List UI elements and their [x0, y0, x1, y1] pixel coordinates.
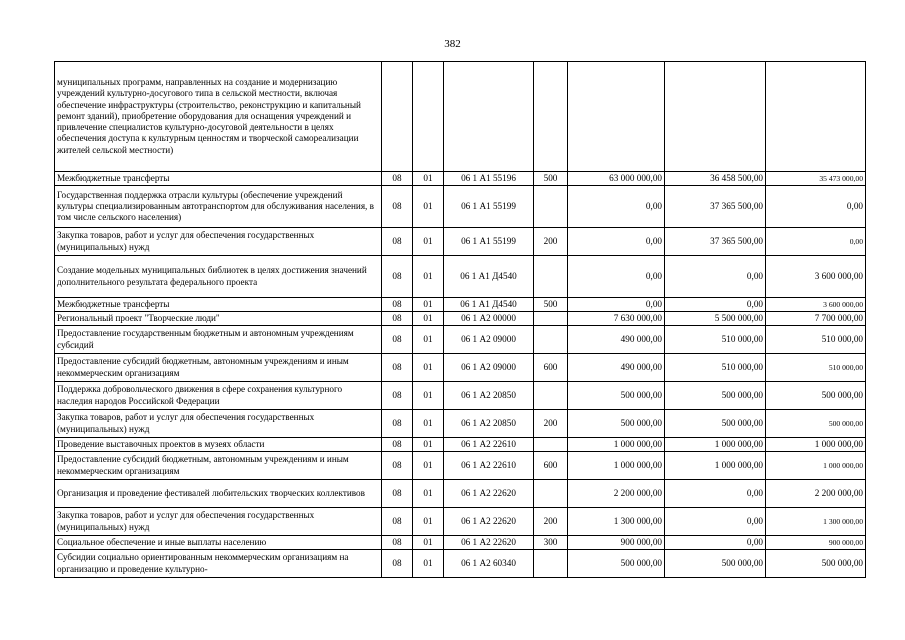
- row-target-article: 06 1 А2 22610: [444, 452, 534, 480]
- row-expense-type: 600: [534, 452, 568, 480]
- row-sum-year-2: 0,00: [665, 536, 766, 550]
- budget-table: [54, 61, 866, 578]
- row-section: 08: [382, 410, 413, 438]
- table-row: [55, 298, 866, 312]
- row-expense-type: [534, 326, 568, 354]
- row-name: Межбюджетные трансферты: [55, 298, 382, 312]
- row-name: Региональный проект "Творческие люди": [55, 312, 382, 326]
- row-subsection: 01: [413, 550, 444, 578]
- table-row: [55, 536, 866, 550]
- table-row: [55, 172, 866, 186]
- row-subsection: [413, 62, 444, 172]
- row-target-article: 06 1 А1 55196: [444, 172, 534, 186]
- row-expense-type: [534, 438, 568, 452]
- row-sum-year-1: 1 000 000,00: [568, 438, 665, 452]
- row-name: Межбюджетные трансферты: [55, 172, 382, 186]
- row-section: 08: [382, 354, 413, 382]
- row-sum-year-3: 1 000 000,00: [766, 452, 866, 480]
- row-sum-year-2: 500 000,00: [665, 382, 766, 410]
- row-sum-year-1: 0,00: [568, 298, 665, 312]
- row-name: Проведение выставочных проектов в музеях области: [55, 438, 382, 452]
- row-section: 08: [382, 480, 413, 508]
- row-subsection: 01: [413, 172, 444, 186]
- row-subsection: 01: [413, 228, 444, 256]
- table-row: [55, 508, 866, 536]
- table-row: [55, 452, 866, 480]
- row-sum-year-3: 0,00: [766, 186, 866, 228]
- row-expense-type: [534, 480, 568, 508]
- row-section: 08: [382, 326, 413, 354]
- row-target-article: 06 1 А2 20850: [444, 410, 534, 438]
- table-row: [55, 354, 866, 382]
- row-name: Предоставление государственным бюджетным и автономным учреждениям субсидий: [55, 326, 382, 354]
- row-sum-year-3: 3 600 000,00: [766, 256, 866, 298]
- row-sum-year-1: 63 000 000,00: [568, 172, 665, 186]
- row-name: Организация и проведение фестивалей любительских творческих коллективов: [55, 480, 382, 508]
- table-row: [55, 62, 866, 172]
- row-subsection: 01: [413, 382, 444, 410]
- row-expense-type: 500: [534, 298, 568, 312]
- row-sum-year-1: 900 000,00: [568, 536, 665, 550]
- row-sum-year-1: 500 000,00: [568, 410, 665, 438]
- row-section: 08: [382, 256, 413, 298]
- table-row: [55, 228, 866, 256]
- row-sum-year-3: 35 473 000,00: [766, 172, 866, 186]
- row-name: Социальное обеспечение и иные выплаты населению: [55, 536, 382, 550]
- row-subsection: 01: [413, 256, 444, 298]
- row-section: 08: [382, 382, 413, 410]
- table-row: [55, 312, 866, 326]
- row-expense-type: [534, 312, 568, 326]
- row-sum-year-3: 500 000,00: [766, 550, 866, 578]
- row-subsection: 01: [413, 298, 444, 312]
- row-name: муниципальных программ, направленных на создание и модернизацию учреждений культурно-досугового типа в сельской местности, включая обеспечение инфраструктуры (строительство, реконструкцию и капитальный ремонт зданий), приобретение оборудования для оснащения учреждений и привлечение специалистов культурно-досуговой деятельности в целях обеспечения доступа к культурным ценностям и творческой самореализации жителей сельской местности): [55, 62, 382, 172]
- row-sum-year-2: 0,00: [665, 480, 766, 508]
- row-name: Закупка товаров, работ и услуг для обеспечения государственных (муниципальных) нужд: [55, 410, 382, 438]
- row-target-article: 06 1 А2 22620: [444, 536, 534, 550]
- row-sum-year-3: 500 000,00: [766, 410, 866, 438]
- row-section: [382, 62, 413, 172]
- row-expense-type: 600: [534, 354, 568, 382]
- row-sum-year-2: 1 000 000,00: [665, 438, 766, 452]
- row-subsection: 01: [413, 354, 444, 382]
- table-row: [55, 550, 866, 578]
- row-target-article: 06 1 А1 Д4540: [444, 256, 534, 298]
- row-sum-year-2: 37 365 500,00: [665, 186, 766, 228]
- row-sum-year-1: 500 000,00: [568, 550, 665, 578]
- row-section: 08: [382, 536, 413, 550]
- row-sum-year-2: 5 500 000,00: [665, 312, 766, 326]
- row-sum-year-2: 500 000,00: [665, 410, 766, 438]
- row-section: 08: [382, 452, 413, 480]
- page-number: 382: [444, 38, 461, 50]
- row-sum-year-2: 510 000,00: [665, 326, 766, 354]
- table-row: [55, 326, 866, 354]
- row-subsection: 01: [413, 186, 444, 228]
- table-row: [55, 438, 866, 452]
- row-subsection: 01: [413, 452, 444, 480]
- row-sum-year-3: 3 600 000,00: [766, 298, 866, 312]
- row-expense-type: 300: [534, 536, 568, 550]
- row-target-article: 06 1 А1 Д4540: [444, 298, 534, 312]
- row-section: 08: [382, 312, 413, 326]
- row-sum-year-3: 1 300 000,00: [766, 508, 866, 536]
- row-sum-year-1: 490 000,00: [568, 326, 665, 354]
- row-sum-year-3: 510 000,00: [766, 354, 866, 382]
- table-row: [55, 382, 866, 410]
- row-name: Субсидии социально ориентированным некоммерческим организациям на организацию и проведение культурно-: [55, 550, 382, 578]
- row-subsection: 01: [413, 480, 444, 508]
- row-sum-year-2: 1 000 000,00: [665, 452, 766, 480]
- row-sum-year-3: [766, 62, 866, 172]
- row-name: Создание модельных муниципальных библиотек в целях достижения значений дополнительного результата федерального проекта: [55, 256, 382, 298]
- row-expense-type: 200: [534, 508, 568, 536]
- row-sum-year-1: 0,00: [568, 186, 665, 228]
- row-sum-year-2: 500 000,00: [665, 550, 766, 578]
- row-subsection: 01: [413, 438, 444, 452]
- row-name: Закупка товаров, работ и услуг для обеспечения государственных (муниципальных) нужд: [55, 508, 382, 536]
- row-sum-year-3: 500 000,00: [766, 382, 866, 410]
- row-sum-year-1: 7 630 000,00: [568, 312, 665, 326]
- row-sum-year-1: 0,00: [568, 228, 665, 256]
- row-section: 08: [382, 228, 413, 256]
- row-target-article: 06 1 А2 60340: [444, 550, 534, 578]
- row-name: Предоставление субсидий бюджетным, автономным учреждениям и иным некоммерческим организациям: [55, 354, 382, 382]
- row-sum-year-1: 500 000,00: [568, 382, 665, 410]
- row-expense-type: [534, 382, 568, 410]
- row-name: Поддержка добровольческого движения в сфере сохранения культурного наследия народов Российской Федерации: [55, 382, 382, 410]
- row-sum-year-2: [665, 62, 766, 172]
- row-subsection: 01: [413, 312, 444, 326]
- row-sum-year-2: 0,00: [665, 508, 766, 536]
- row-expense-type: 500: [534, 172, 568, 186]
- row-sum-year-1: 1 300 000,00: [568, 508, 665, 536]
- row-subsection: 01: [413, 536, 444, 550]
- row-sum-year-2: 37 365 500,00: [665, 228, 766, 256]
- row-expense-type: 200: [534, 410, 568, 438]
- row-name: Закупка товаров, работ и услуг для обеспечения государственных (муниципальных) нужд: [55, 228, 382, 256]
- row-sum-year-1: 1 000 000,00: [568, 452, 665, 480]
- table-row: [55, 186, 866, 228]
- row-section: 08: [382, 508, 413, 536]
- row-sum-year-3: 900 000,00: [766, 536, 866, 550]
- row-target-article: 06 1 А1 55199: [444, 228, 534, 256]
- row-subsection: 01: [413, 508, 444, 536]
- row-target-article: 06 1 А2 00000: [444, 312, 534, 326]
- row-expense-type: [534, 256, 568, 298]
- row-name: Предоставление субсидий бюджетным, автономным учреждениям и иным некоммерческим организациям: [55, 452, 382, 480]
- row-name: Государственная поддержка отрасли культуры (обеспечение учреждений культуры специализированным автотранспортом для обслуживания населения, в том числе сельского населения): [55, 186, 382, 228]
- row-target-article: 06 1 А2 09000: [444, 354, 534, 382]
- row-section: 08: [382, 438, 413, 452]
- row-target-article: 06 1 А2 22620: [444, 480, 534, 508]
- row-sum-year-2: 0,00: [665, 256, 766, 298]
- row-sum-year-3: 510 000,00: [766, 326, 866, 354]
- row-sum-year-3: 2 200 000,00: [766, 480, 866, 508]
- row-sum-year-2: 510 000,00: [665, 354, 766, 382]
- row-target-article: 06 1 А2 22610: [444, 438, 534, 452]
- row-sum-year-2: 0,00: [665, 298, 766, 312]
- row-sum-year-3: 1 000 000,00: [766, 438, 866, 452]
- row-sum-year-2: 36 458 500,00: [665, 172, 766, 186]
- row-target-article: 06 1 А2 22620: [444, 508, 534, 536]
- row-target-article: 06 1 А2 09000: [444, 326, 534, 354]
- table-row: [55, 256, 866, 298]
- table-row: [55, 410, 866, 438]
- row-sum-year-3: 0,00: [766, 228, 866, 256]
- row-target-article: 06 1 А1 55199: [444, 186, 534, 228]
- row-expense-type: [534, 186, 568, 228]
- row-section: 08: [382, 172, 413, 186]
- row-sum-year-1: 0,00: [568, 256, 665, 298]
- row-section: 08: [382, 186, 413, 228]
- row-expense-type: [534, 550, 568, 578]
- row-sum-year-3: 7 700 000,00: [766, 312, 866, 326]
- row-subsection: 01: [413, 410, 444, 438]
- row-sum-year-1: [568, 62, 665, 172]
- row-expense-type: 200: [534, 228, 568, 256]
- row-target-article: [444, 62, 534, 172]
- table-row: [55, 480, 866, 508]
- row-section: 08: [382, 550, 413, 578]
- row-expense-type: [534, 62, 568, 172]
- row-section: 08: [382, 298, 413, 312]
- row-target-article: 06 1 А2 20850: [444, 382, 534, 410]
- row-sum-year-1: 490 000,00: [568, 354, 665, 382]
- row-sum-year-1: 2 200 000,00: [568, 480, 665, 508]
- row-subsection: 01: [413, 326, 444, 354]
